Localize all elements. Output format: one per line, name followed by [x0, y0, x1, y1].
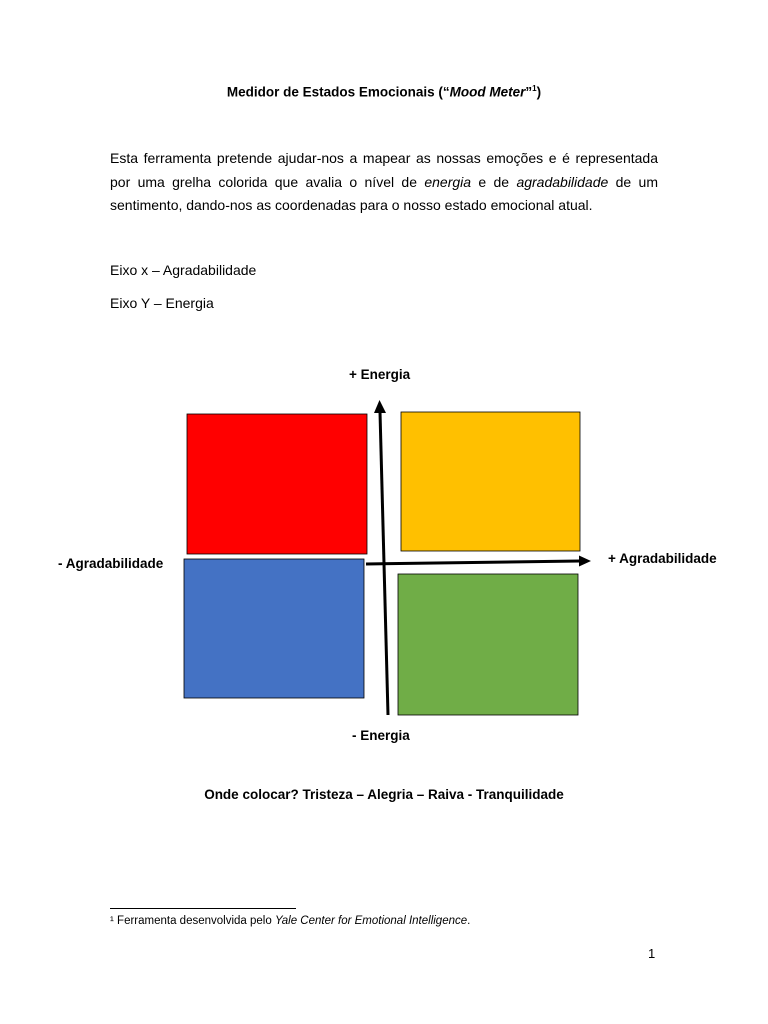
arrow-right-icon: [579, 556, 591, 567]
label-plus-energia: + Energia: [349, 367, 411, 382]
title-quote-close: ”: [525, 84, 533, 100]
footnote: [110, 915, 470, 927]
label-minus-energia: - Energia: [352, 728, 410, 743]
title-mood-meter: Mood Meter: [449, 84, 526, 100]
intro-energia: energia: [424, 173, 472, 190]
intro-agradabilidade: agradabilidade: [516, 173, 609, 190]
footnote-separator: [110, 908, 296, 909]
axis-y-description: Eixo Y – Energia: [110, 295, 214, 311]
quadrant-top-right-yellow: [401, 412, 580, 551]
intro-text-1: Esta ferramenta pretende ajudar-nos a mapear as nossas emoções e é representada por uma grelha colorida que avalia o nível de: [110, 150, 658, 190]
page-number: 1: [648, 946, 656, 961]
intro-text-2: e de: [471, 173, 517, 190]
title-suffix: ): [536, 84, 542, 100]
agradabilidade-axis-line: [366, 561, 580, 564]
label-plus-agradabilidade: + Agradabilidade: [608, 551, 717, 566]
question-prompt: Onde colocar? Tristeza – Alegria – Raiva - Tranquilidade: [204, 787, 564, 802]
quadrant-bottom-left-blue: [184, 559, 364, 698]
footnote-text: Ferramenta desenvolvida pelo: [113, 915, 275, 927]
label-minus-agradabilidade: - Agradabilidade: [58, 556, 164, 571]
footnote-end: .: [467, 915, 471, 927]
page-title: [0, 84, 768, 100]
mood-meter-diagram: [0, 360, 768, 760]
intro-text-3: de um sentimento, dando-nos as coordenadas para o nosso estado emocional atual.: [110, 173, 658, 213]
quadrant-top-left-red: [187, 414, 367, 554]
quadrant-grid: [0, 360, 768, 760]
axis-x-description: Eixo x – Agradabilidade: [110, 262, 257, 278]
footnote-org: Yale Center for Emotional Intelligence: [274, 915, 468, 927]
footnote-reference[interactable]: 1: [532, 84, 537, 93]
quadrant-bottom-right-green: [398, 574, 578, 715]
arrow-up-icon: [374, 400, 386, 413]
footnote-marker: ¹: [110, 915, 114, 927]
intro-paragraph: [110, 147, 658, 218]
title-text: Medidor de Estados Emocionais (“: [226, 84, 450, 100]
